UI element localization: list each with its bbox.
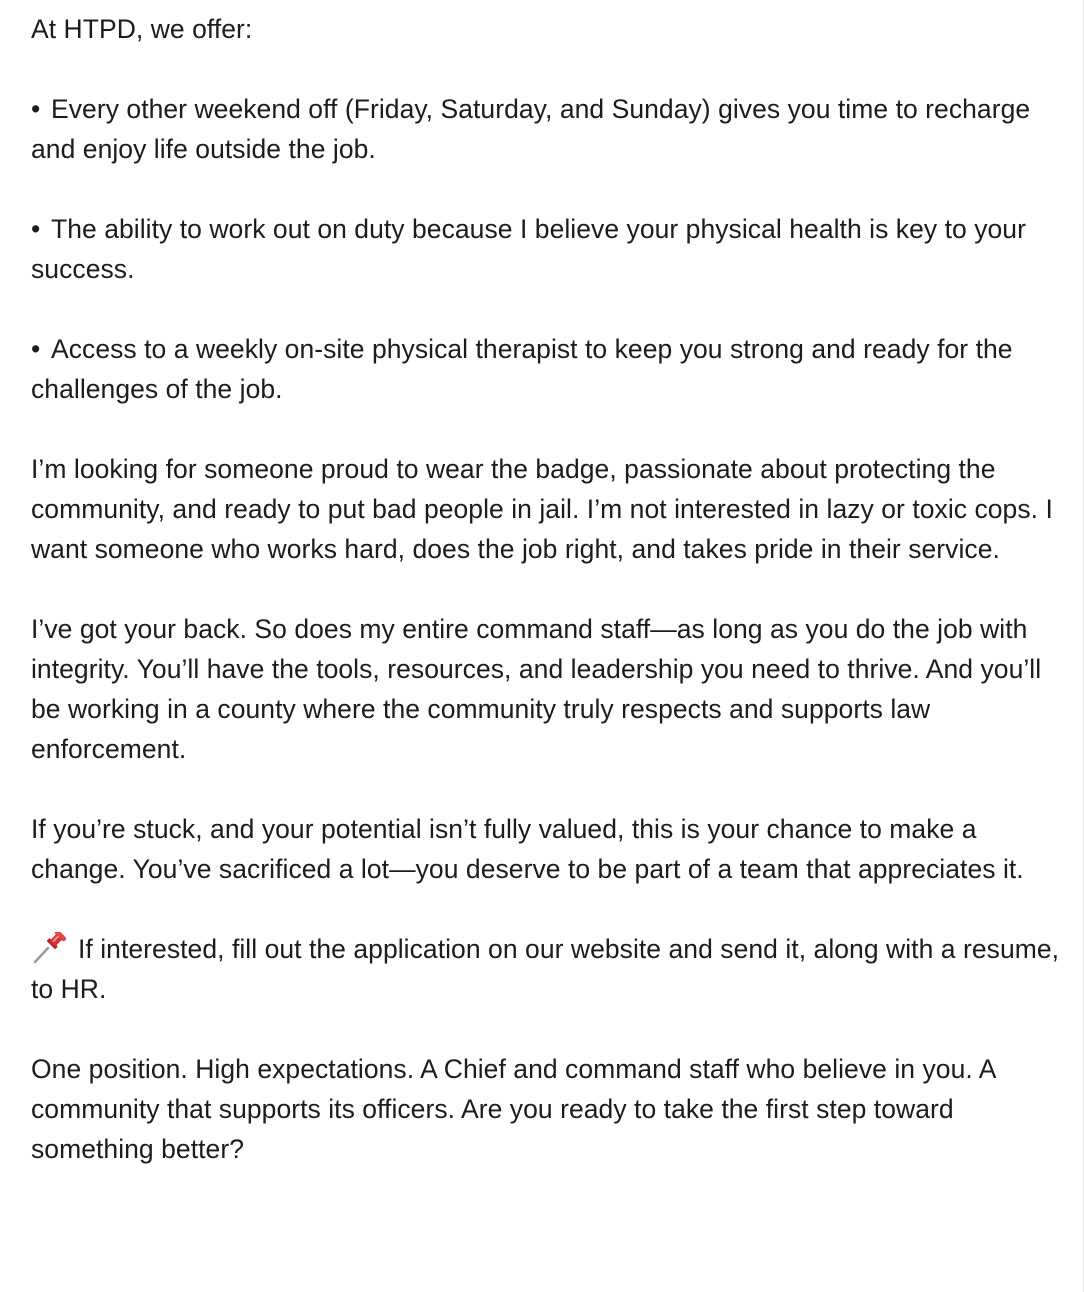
apply-text: If interested, fill out the application on our website and send it, along with a resume, to HR. bbox=[31, 934, 1060, 1004]
benefit-text: The ability to work out on duty because I believe your physical health is key to your success. bbox=[31, 214, 1026, 284]
post-body bbox=[31, 9, 1071, 1169]
benefit-item bbox=[31, 209, 1071, 289]
benefit-item bbox=[31, 329, 1071, 409]
bullet-icon: • bbox=[31, 214, 41, 244]
closing-paragraph: One position. High expectations. A Chief and command staff who believe in you. A community that supports its officers. Are you ready to take the first step toward something better? bbox=[31, 1054, 995, 1164]
bullet-icon: • bbox=[31, 94, 41, 124]
benefit-item bbox=[31, 89, 1071, 169]
apply-paragraph bbox=[31, 929, 1071, 1009]
benefit-text: Every other weekend off (Friday, Saturday, and Sunday) gives you time to recharge and enjoy life outside the job. bbox=[31, 94, 1031, 164]
change-paragraph: If you’re stuck, and your potential isn’t fully valued, this is your chance to make a change. You’ve sacrificed a lot—you deserve to be part of a team that appreciates it. bbox=[31, 814, 1024, 884]
pushpin-icon bbox=[31, 932, 67, 962]
benefit-text: Access to a weekly on-site physical therapist to keep you strong and ready for the challenges of the job. bbox=[31, 334, 1013, 404]
intro-text: At HTPD, we offer: bbox=[31, 14, 253, 44]
looking-for-paragraph: I’m looking for someone proud to wear the badge, passionate about protecting the community, and ready to put bad people in jail. I’m not interested in lazy or toxic cops. I want someone who works hard, does the job right, and takes pride in their service. bbox=[31, 454, 1053, 564]
bullet-icon: • bbox=[31, 334, 41, 364]
support-paragraph: I’ve got your back. So does my entire command staff—as long as you do the job with integrity. You’ll have the tools, resources, and leadership you need to thrive. And you’ll be working in a county where the community truly respects and supports law enforcement. bbox=[31, 614, 1042, 764]
